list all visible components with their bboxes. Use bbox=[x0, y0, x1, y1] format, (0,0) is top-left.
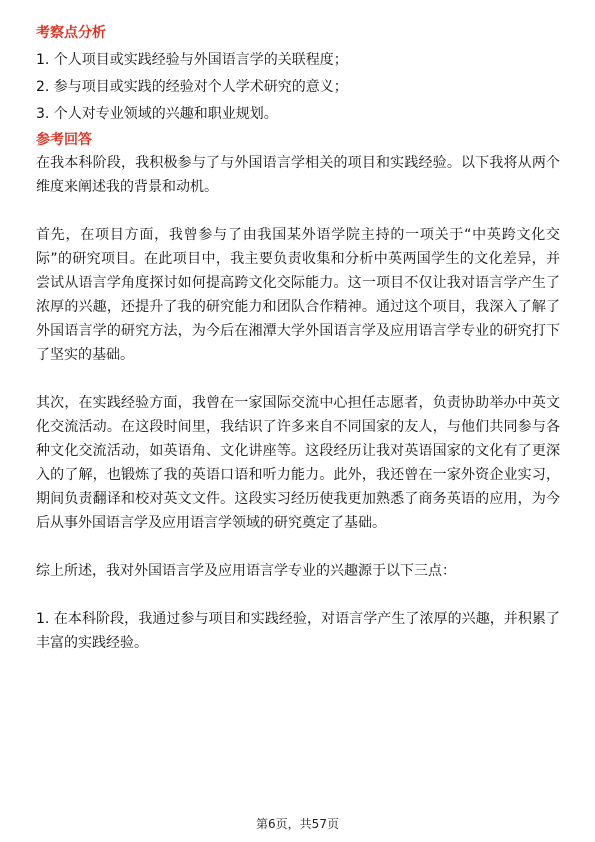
analysis-point-3: 3. 个人对专业领域的兴趣和职业规划。 bbox=[36, 106, 278, 122]
paragraph-gap bbox=[36, 367, 560, 391]
paragraph-gap bbox=[36, 535, 560, 559]
page-number-footer: 第6页，共57页 bbox=[256, 817, 339, 831]
analysis-point-2: 2. 参与项目或实践的经验对个人学术研究的意义； bbox=[36, 79, 348, 95]
answer-paragraph-summary: 综上所述，我对外国语言学及应用语言学专业的兴趣源于以下三点： bbox=[36, 563, 456, 579]
answer-heading: 参考回答 bbox=[36, 132, 92, 148]
analysis-point-1: 1. 个人项目或实践经验与外国语言学的关联程度； bbox=[36, 52, 348, 68]
answer-paragraph-point-1: 1. 在本科阶段，我通过参与项目和实践经验，对语言学产生了浓厚的兴趣，并积累了丰富的实践经验。 bbox=[36, 611, 560, 651]
paragraph-gap bbox=[36, 583, 560, 607]
analysis-heading: 考察点分析 bbox=[36, 25, 106, 41]
answer-paragraph-intro: 在我本科阶段，我积极参与了与外国语言学相关的项目和实践经验。以下我将从两个维度来阐述我的背景和动机。 bbox=[36, 155, 560, 195]
answer-paragraph-practice: 其次，在实践经验方面，我曾在一家国际交流中心担任志愿者，负责协助举办中英文化交流活动。在这段时间里，我结识了许多来自不同国家的友人，与他们共同参与各种文化交流活动，如英语角、文化讲座等。这段经历让我对英语国家的文化有了更深入的了解，也锻炼了我的英语口语和听力能力。此外，我还曾在一家外资企业实习，期间负责翻译和校对英文文件。这段实习经历使我更加熟悉了商务英语的应用，为今后从事外国语言学及应用语言学领域的研究奠定了基础。 bbox=[36, 395, 560, 531]
document-page bbox=[36, 22, 560, 655]
paragraph-gap bbox=[36, 199, 560, 223]
answer-paragraph-project: 首先，在项目方面，我曾参与了由我国某外语学院主持的一项关于“中英跨文化交际”的研究项目。在此项目中，我主要负责收集和分析中英两国学生的文化差异，并尝试从语言学角度探讨如何提高跨文化交际能力。这一项目不仅让我对语言学产生了浓厚的兴趣，还提升了我的研究能力和团队合作精神。通过这个项目，我深入了解了外国语言学的研究方法，为今后在湘潭大学外国语言学及应用语言学专业的研究打下了坚实的基础。 bbox=[36, 227, 560, 363]
